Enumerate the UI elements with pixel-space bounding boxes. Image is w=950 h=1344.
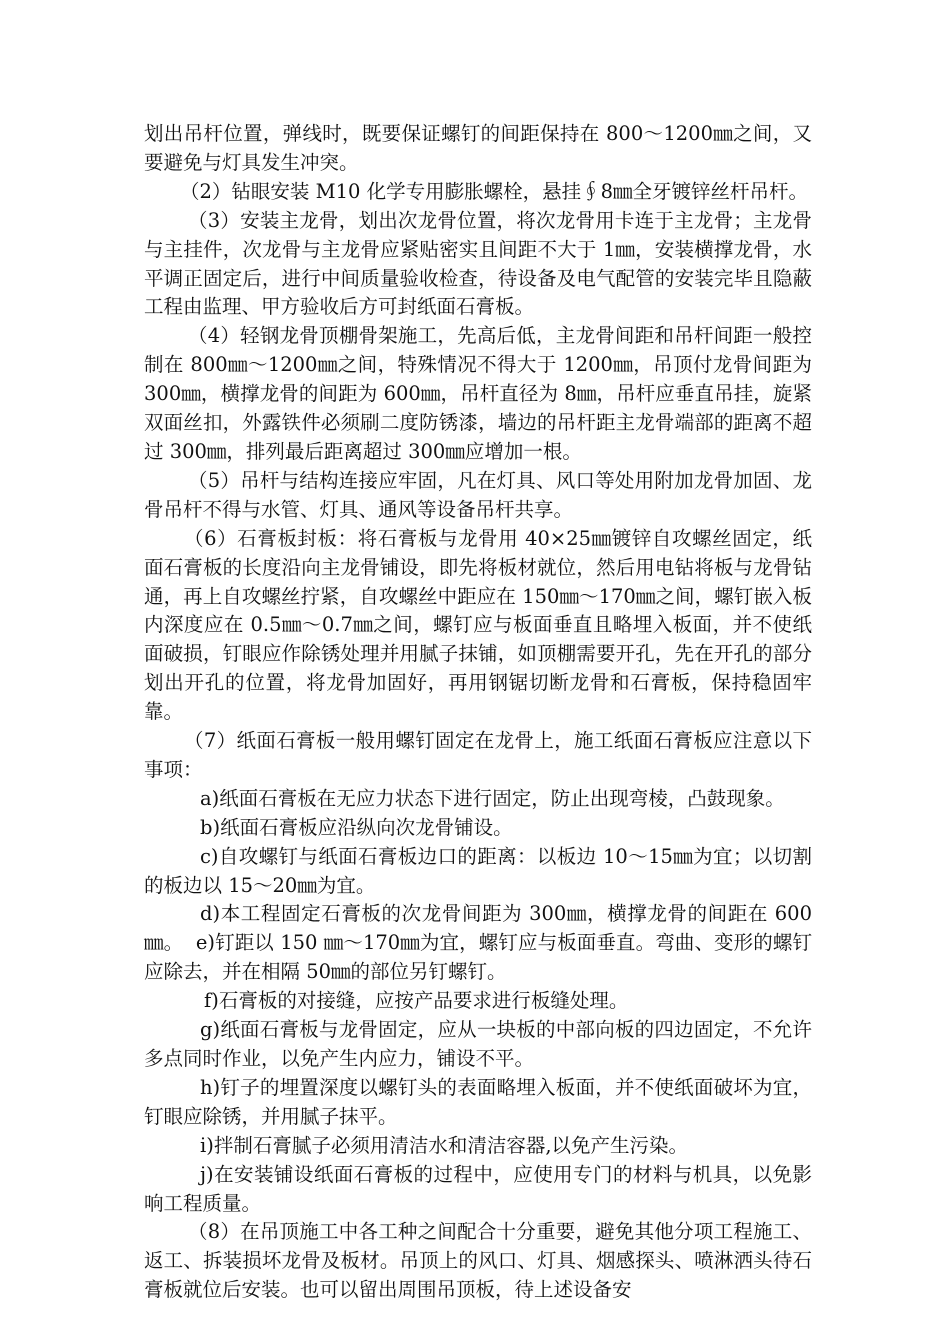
item-g: g)纸面石膏板与龙骨固定，应从一块板的中部向板的四边固定，不允许多点同时作业，以免产生内应力，铺设不平。 — [144, 1018, 812, 1070]
paragraph-8: （8）在吊顶施工中各工种之间配合十分重要，避免其他分项工程施工、返工、拆装损坏龙骨及板材。吊顶上的风口、灯具、烟感探头、喷淋洒头待石膏板就位后安装。也可以留出周围吊顶板，待上述设备安 — [144, 1220, 812, 1302]
item-h: h)钉子的埋置深度以螺钉头的表面略埋入板面，并不使纸面破坏为宜，钉眼应除锈，并用腻子抹平。 — [144, 1075, 812, 1128]
paragraph-7: （7）纸面石膏板一般用螺钉固定在龙骨上，施工纸面石膏板应注意以下事项： — [144, 729, 812, 781]
paragraph-6: （6）石膏板封板：将石膏板与龙骨用 40×25㎜镀锌自攻螺丝固定，纸面石膏板的长度沿向主龙骨铺设，即先将板材就位，然后用电钻将板与龙骨钻通，再上自攻螺丝拧紧，自攻螺丝中距应在 150㎜～170㎜之间，螺钉嵌入板内深度应在 0.5㎜～0.7㎜之间，螺钉应与板面垂直且略埋入板面，并不使纸面破损，钉眼应作除锈处理并用腻子抹铺，如顶棚需要开孔，先在开孔的部分划出开孔的位置，将龙骨加固好，再用钢锯切断龙骨和石膏板，保持稳固牢靠。 — [144, 526, 812, 724]
item-c: c)自攻螺钉与纸面石膏板边口的距离：以板边 10～15㎜为宜；以切割的板边以 15～20㎜为宜。 — [144, 844, 812, 897]
item-a: a)纸面石膏板在无应力状态下进行固定，防止出现弯棱，凸鼓现象。 — [200, 786, 785, 810]
paragraph-5: （5）吊杆与结构连接应牢固，凡在灯具、风口等处用附加龙骨加固、龙骨吊杆不得与水管、灯具、通风等设备吊杆共享。 — [144, 468, 812, 521]
paragraph-3: （3）安装主龙骨，划出次龙骨位置，将次龙骨用卡连于主龙骨；主龙骨与主挂件，次龙骨与主龙骨应紧贴密实且间距不大于 1㎜，安装横撑龙骨，水平调正固定后，进行中间质量验收检查，待设备及电气配管的安装完毕且隐蔽工程由监理、甲方验收后方可封纸面石膏板。 — [144, 208, 812, 319]
item-i: i)拌制石膏腻子必须用清洁水和清洁容器,以免产生污染。 — [200, 1133, 689, 1157]
paragraph-2: （2）钻眼安装 M10 化学专用膨胀螺栓，悬挂∮8㎜全牙镀锌丝杆吊杆。 — [180, 179, 808, 203]
paragraph-4: （4）轻钢龙骨顶棚骨架施工，先高后低，主龙骨间距和吊杆间距一般控制在 800㎜～1200㎜之间，特殊情况不得大于 1200㎜，吊顶付龙骨间距为 300㎜，横撑龙骨的间距为 600㎜，吊杆直径为 8㎜，吊杆应垂直吊挂，旋紧双面丝扣，外露铁件必须刷二度防锈漆，墙边的吊杆距主龙骨端部的距离不超过 300㎜，排列最后距离超过 300㎜应增加一根。 — [144, 324, 819, 463]
paragraph-1: 划出吊杆位置，弹线时，既要保证螺钉的间距保持在 800～1200㎜之间，又要避免与灯具发生冲突。 — [144, 122, 812, 174]
item-j: j)在安装铺设纸面石膏板的过程中，应使用专门的材料与机具，以免影响工程质量。 — [144, 1162, 812, 1215]
document-page — [144, 120, 819, 1305]
item-d-e: d)本工程固定石膏板的次龙骨间距为 300㎜，横撑龙骨的间距在 600㎜。 e)钉距以 150 ㎜～170㎜为宜，螺钉应与板面垂直。弯曲、变形的螺钉应除去，并在相隔 50㎜的部位另钉螺钉。 — [144, 902, 812, 984]
item-f: f)石膏板的对接缝，应按产品要求进行板缝处理。 — [204, 989, 629, 1013]
item-b: b)纸面石膏板应沿纵向次龙骨铺设。 — [200, 815, 513, 839]
